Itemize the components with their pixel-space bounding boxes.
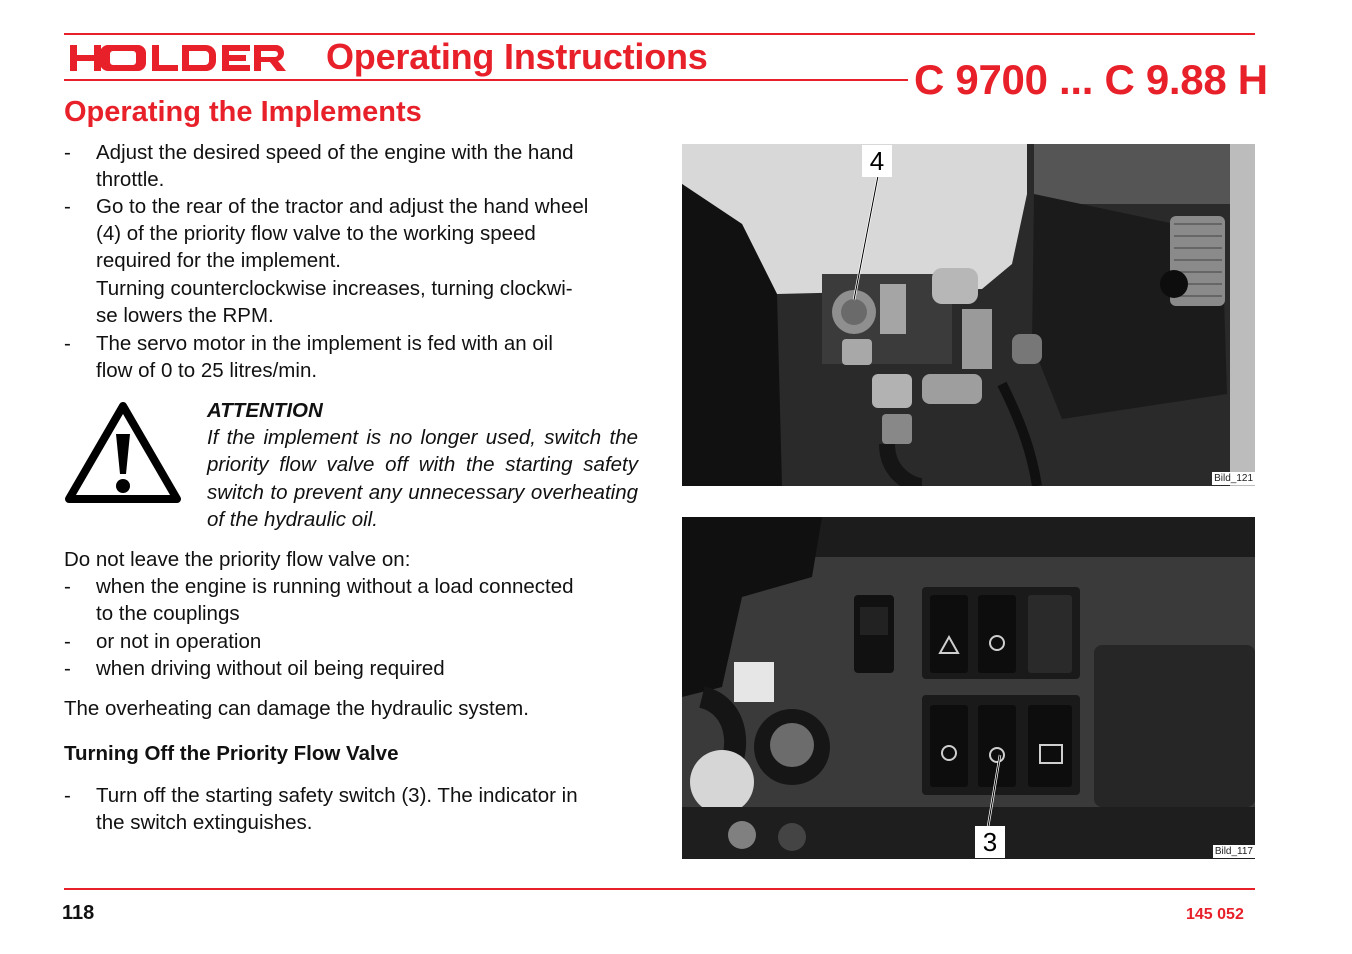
holder-logo <box>64 40 288 76</box>
step-line: (4) of the priority flow valve to the working speed <box>96 222 536 246</box>
attention-body: If the implement is no longer used, switch the priority flow valve off with the starting safety switch to prevent any unnecessary overheating of the hydraulic oil. <box>207 426 638 531</box>
turn-off-heading: Turning Off the Priority Flow Valve <box>64 742 399 765</box>
list-dash: - <box>64 575 71 598</box>
step-line: Turning counterclockwise increases, turning clockwi- <box>96 276 573 300</box>
list-dash: - <box>64 141 71 164</box>
item-line: the switch extinguishes. <box>96 811 313 835</box>
steps-list <box>64 139 664 389</box>
step-line: Adjust the desired speed of the engine with the hand <box>96 141 574 164</box>
figure-hydraulic-valve <box>682 144 1255 486</box>
figure-caption: Bild_121 <box>1214 473 1253 484</box>
callout-hand-wheel: 4 <box>862 145 892 177</box>
figure-caption: Bild_117 <box>1214 846 1253 857</box>
figure-switch-panel <box>682 517 1255 859</box>
list-dash: - <box>64 332 71 355</box>
do-not-list <box>64 573 664 683</box>
step-line: throttle. <box>96 168 165 192</box>
turn-off-list <box>64 782 664 838</box>
item-line: when the engine is running without a load connected <box>96 575 574 598</box>
attention-note <box>207 397 638 533</box>
step-line: se lowers the RPM. <box>96 303 274 327</box>
step-line: flow of 0 to 25 litres/min. <box>96 359 318 383</box>
list-dash: - <box>64 657 71 680</box>
list-dash: - <box>64 630 71 653</box>
item-line: Turn off the starting safety switch (3). The indicator in <box>96 784 578 807</box>
header-underline <box>64 79 908 81</box>
list-dash: - <box>64 195 71 218</box>
step-line: The servo motor in the implement is fed with an oil <box>96 332 553 355</box>
document-number: 145 052 <box>1186 906 1244 923</box>
do-not-intro: Do not leave the priority flow valve on: <box>64 548 411 571</box>
consequence-text: The overheating can damage the hydraulic system. <box>64 697 529 720</box>
item-line: to the couplings <box>96 602 240 626</box>
list-dash: - <box>64 784 71 807</box>
document-title: Operating Instructions <box>326 36 708 77</box>
switch-panel-photo-icon <box>682 517 1255 859</box>
warning-triangle-icon <box>64 400 182 506</box>
footer-rule <box>64 888 1255 890</box>
item-line: when driving without oil being required <box>96 657 445 680</box>
attention-heading: ATTENTION <box>207 399 323 422</box>
page-number: 118 <box>62 902 95 924</box>
header-top-rule <box>64 33 1255 35</box>
callout-safety-switch: 3 <box>975 826 1005 858</box>
step-line: Go to the rear of the tractor and adjust the hand wheel <box>96 195 589 218</box>
item-line: or not in operation <box>96 630 262 653</box>
hydraulic-valve-photo-icon <box>682 144 1255 486</box>
section-title: Operating the Implements <box>64 96 422 128</box>
step-line: required for the implement. <box>96 249 341 273</box>
model-range: C 9700 ... C 9.88 H <box>914 56 1268 103</box>
